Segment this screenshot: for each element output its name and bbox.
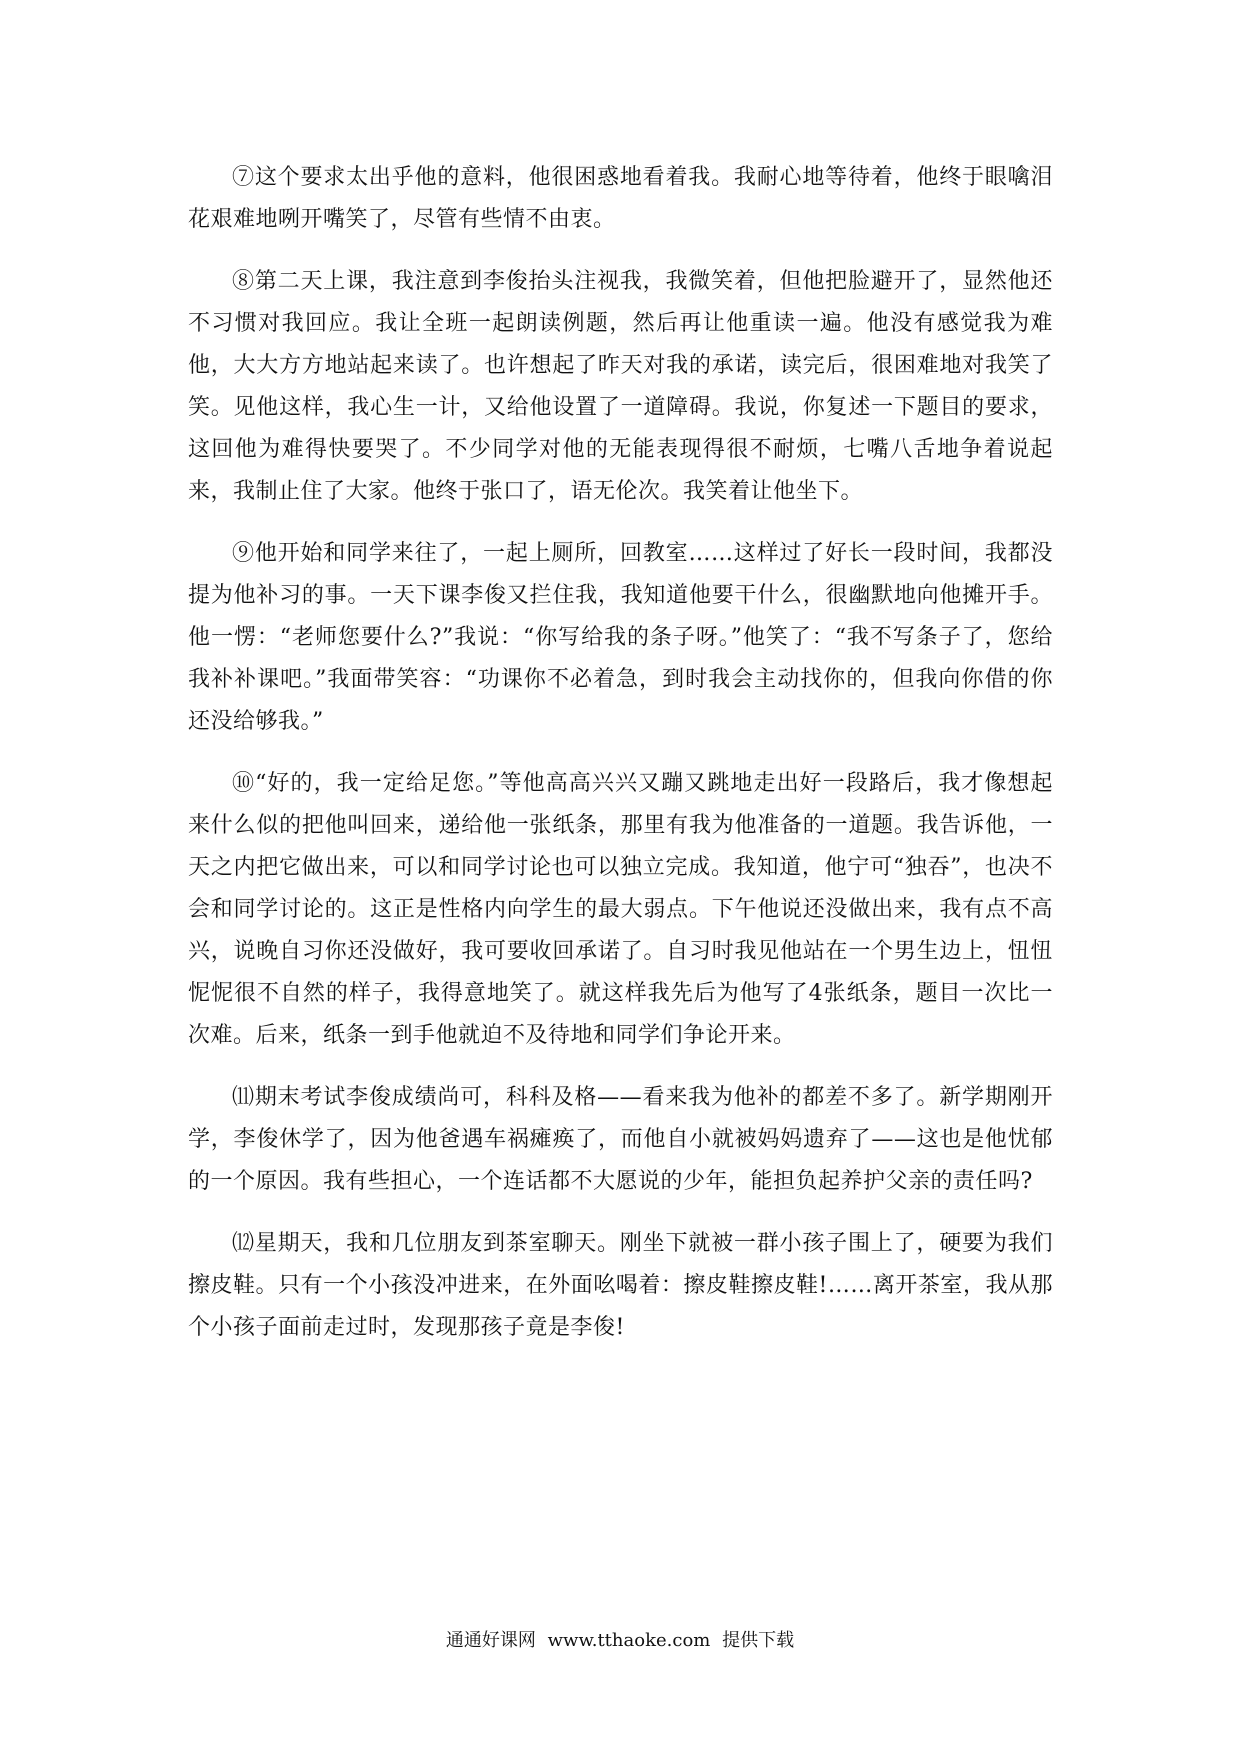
page-footer [0, 1629, 1240, 1653]
footer-url-link[interactable]: www.tthaoke.com [547, 1630, 711, 1651]
footer-site-name: 通通好课网 [445, 1630, 536, 1651]
paragraph-7: ⑦这个要求太出乎他的意料，他很困惑地看着我。我耐心地等待着，他终于眼噙泪花艰难地咧开嘴笑了，尽管有些情不由衷。 [188, 165, 1053, 232]
article-body [188, 157, 1053, 1369]
paragraph-10: ⑩“好的，我一定给足您。”等他高高兴兴又蹦又跳地走出好一段路后，我才像想起来什么似的把他叫回来，递给他一张纸条，那里有我为他准备的一道题。我告诉他，一天之内把它做出来，可以和同学讨论也可以独立完成。我知道，他宁可“独吞”，也决不会和同学讨论的。这正是性格内向学生的最大弱点。下午他说还没做出来，我有点不高兴，说晚自习你还没做好，我可要收回承诺了。自习时我见他站在一个男生边上，忸忸怩怩很不自然的样子，我得意地笑了。就这样我先后为他写了4张纸条，题目一次比一次难。后来，纸条一到手他就迫不及待地和同学们争论开来。 [188, 771, 1053, 1048]
paragraph-9: ⑨他开始和同学来往了，一起上厕所，回教室……这样过了好长一段时间，我都没提为他补习的事。一天下课李俊又拦住我，我知道他要干什么，很幽默地向他摊开手。他一愣：“老师您要什么?”我说：“你写给我的条子呀。”他笑了：“我不写条子了，您给我补补课吧。”我面带笑容：“功课你不必着急，到时我会主动找你的，但我向你借的你还没给够我。” [188, 541, 1053, 734]
paragraph-12: ⑿星期天，我和几位朋友到茶室聊天。刚坐下就被一群小孩子围上了，硬要为我们擦皮鞋。只有一个小孩没冲进来，在外面吆喝着：擦皮鞋擦皮鞋!……离开茶室，我从那个小孩子面前走过时，发现那孩子竟是李俊! [188, 1231, 1053, 1340]
footer-suffix: 提供下载 [722, 1630, 795, 1651]
paragraph-8: ⑧第二天上课，我注意到李俊抬头注视我，我微笑着，但他把脸避开了，显然他还不习惯对我回应。我让全班一起朗读例题，然后再让他重读一遍。他没有感觉我为难他，大大方方地站起来读了。也许想起了昨天对我的承诺，读完后，很困难地对我笑了笑。见他这样，我心生一计，又给他设置了一道障碍。我说，你复述一下题目的要求，这回他为难得快要哭了。不少同学对他的无能表现得很不耐烦，七嘴八舌地争着说起来，我制止住了大家。他终于张口了，语无伦次。我笑着让他坐下。 [188, 269, 1053, 504]
paragraph-11: ⑾期末考试李俊成绩尚可，科科及格——看来我为他补的都差不多了。新学期刚开学，李俊休学了，因为他爸遇车祸瘫痪了，而他自小就被妈妈遗弃了——这也是他忧郁的一个原因。我有些担心，一个连话都不大愿说的少年，能担负起养护父亲的责任吗? [188, 1085, 1053, 1194]
